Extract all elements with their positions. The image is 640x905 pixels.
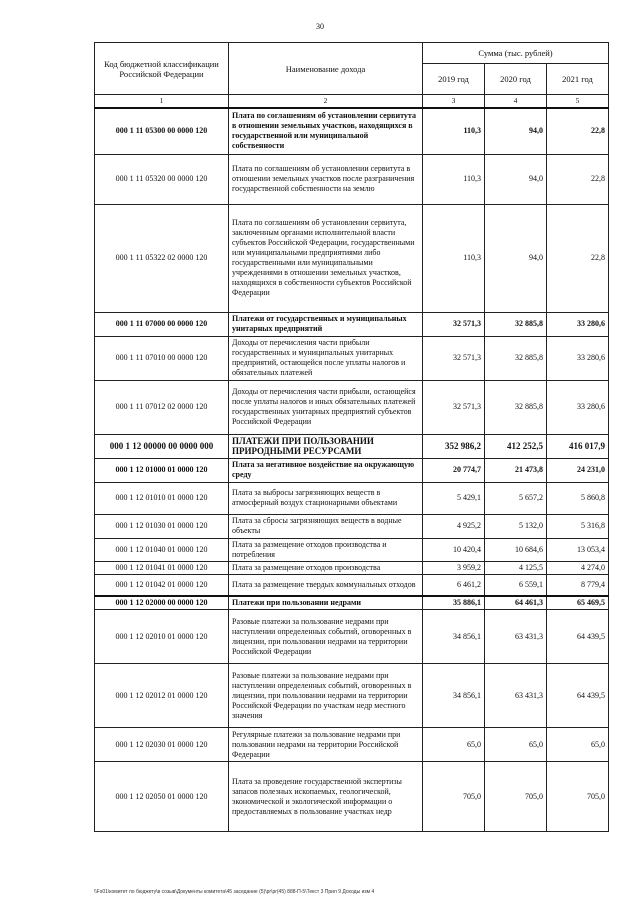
row-value-2021: 65,0 <box>547 728 609 762</box>
row-name: Доходы от перечисления части прибыли государственных и муниципальных унитарных предприятий, остающейся после уплаты налогов и обязательных платежей <box>229 336 423 380</box>
table-row <box>95 728 609 762</box>
table-row <box>95 762 609 832</box>
row-value-2019: 32 571,3 <box>423 336 485 380</box>
table-row <box>95 108 609 154</box>
row-value-2020: 32 885,8 <box>485 336 547 380</box>
page-number: 30 <box>316 22 324 31</box>
row-value-2021: 22,8 <box>547 108 609 154</box>
row-value-2021: 22,8 <box>547 204 609 312</box>
row-value-2020: 705,0 <box>485 762 547 832</box>
table-row <box>95 380 609 434</box>
row-value-2019: 705,0 <box>423 762 485 832</box>
row-code: 000 1 12 02010 01 0000 120 <box>95 610 229 664</box>
header-year-2020: 2020 год <box>485 64 547 95</box>
row-value-2021: 416 017,9 <box>547 434 609 458</box>
row-code: 000 1 11 05320 00 0000 120 <box>95 154 229 204</box>
table-row <box>95 154 609 204</box>
row-name: Плата за выбросы загрязняющих веществ в атмосферный воздух стационарными объектами <box>229 482 423 514</box>
row-name: Разовые платежи за пользование недрами при наступлении определенных событий, оговоренных в лицензии, при пользовании недрами на территории Российской Федерации по участкам недр местного значения <box>229 664 423 728</box>
row-value-2020: 32 885,8 <box>485 380 547 434</box>
header-name: Наименование дохода <box>229 43 423 95</box>
row-value-2021: 22,8 <box>547 154 609 204</box>
table-row <box>95 538 609 561</box>
row-value-2019: 5 429,1 <box>423 482 485 514</box>
row-code: 000 1 11 07010 00 0000 120 <box>95 336 229 380</box>
row-value-2020: 5 132,0 <box>485 514 547 538</box>
row-value-2021: 13 053,4 <box>547 538 609 561</box>
row-value-2020: 94,0 <box>485 108 547 154</box>
row-value-2020: 412 252,5 <box>485 434 547 458</box>
row-name: Разовые платежи за пользование недрами при наступлении определенных событий, оговоренных в лицензии, при пользовании недрами на территории Российской Федерации <box>229 610 423 664</box>
row-name: Плата за сбросы загрязняющих веществ в водные объекты <box>229 514 423 538</box>
row-code: 000 1 11 05300 00 0000 120 <box>95 108 229 154</box>
row-value-2020: 5 657,2 <box>485 482 547 514</box>
row-value-2019: 4 925,2 <box>423 514 485 538</box>
table-row <box>95 596 609 610</box>
row-value-2020: 10 684,6 <box>485 538 547 561</box>
header-code: Код бюджетной классификации Российской Федерации <box>95 43 229 95</box>
row-value-2019: 110,3 <box>423 108 485 154</box>
column-index: 4 <box>485 95 547 109</box>
row-name: Платежи от государственных и муниципальных унитарных предприятий <box>229 312 423 336</box>
row-code: 000 1 12 00000 00 0000 000 <box>95 434 229 458</box>
row-code: 000 1 12 01040 01 0000 120 <box>95 538 229 561</box>
row-code: 000 1 11 07000 00 0000 120 <box>95 312 229 336</box>
row-value-2021: 5 860,8 <box>547 482 609 514</box>
row-code: 000 1 12 01041 01 0000 120 <box>95 561 229 574</box>
row-name: Плата по соглашениям об установлении сервитута, заключенным органами исполнительной власти субъектов Российской Федерации, государственными или муниципальными предприятиями либо государственными или муниципальными учреждениями в отношении земельных участков, находящихся в собственности субъектов Российской Федерации <box>229 204 423 312</box>
row-code: 000 1 11 07012 02 0000 120 <box>95 380 229 434</box>
header-sum: Сумма (тыс. рублей) <box>423 43 609 64</box>
row-code: 000 1 12 02050 01 0000 120 <box>95 762 229 832</box>
column-index: 2 <box>229 95 423 109</box>
row-code: 000 1 12 01030 01 0000 120 <box>95 514 229 538</box>
column-index: 1 <box>95 95 229 109</box>
row-name: Плата за негативное воздействие на окружающую среду <box>229 458 423 482</box>
row-code: 000 1 12 02000 00 0000 120 <box>95 596 229 610</box>
row-value-2019: 352 986,2 <box>423 434 485 458</box>
row-value-2021: 5 316,8 <box>547 514 609 538</box>
table-row <box>95 514 609 538</box>
table-row <box>95 312 609 336</box>
row-name: Плата за проведение государственной экспертизы запасов полезных ископаемых, геологической, экономической и экологической информации о предоставляемых в пользование участках недр <box>229 762 423 832</box>
row-value-2021: 705,0 <box>547 762 609 832</box>
row-value-2021: 64 439,5 <box>547 610 609 664</box>
row-value-2021: 4 274,0 <box>547 561 609 574</box>
row-value-2020: 63 431,3 <box>485 664 547 728</box>
column-index: 5 <box>547 95 609 109</box>
table-row <box>95 458 609 482</box>
row-value-2021: 64 439,5 <box>547 664 609 728</box>
row-name: Плата по соглашениям об установлении сервитута в отношении земельных участков после разграничения государственной собственности на землю <box>229 154 423 204</box>
row-value-2019: 32 571,3 <box>423 312 485 336</box>
row-value-2019: 6 461,2 <box>423 574 485 596</box>
row-value-2021: 65 469,5 <box>547 596 609 610</box>
table-row <box>95 574 609 596</box>
row-code: 000 1 11 05322 02 0000 120 <box>95 204 229 312</box>
row-code: 000 1 12 02030 01 0000 120 <box>95 728 229 762</box>
row-name: Регулярные платежи за пользование недрами при пользовании недрами на территории Российской Федерации <box>229 728 423 762</box>
file-path-footer: \\Fs01\комитет по бюджету\в созыв\Документы комитета\45 заседание (5)\pr\pr(45) 888-П-5\Текст 3 Прил 9 Доходы изм 4 <box>94 889 375 895</box>
table-row <box>95 664 609 728</box>
row-code: 000 1 12 02012 01 0000 120 <box>95 664 229 728</box>
row-value-2019: 35 886,1 <box>423 596 485 610</box>
row-value-2020: 65,0 <box>485 728 547 762</box>
row-value-2020: 94,0 <box>485 204 547 312</box>
row-name: ПЛАТЕЖИ ПРИ ПОЛЬЗОВАНИИ ПРИРОДНЫМИ РЕСУРСАМИ <box>229 434 423 458</box>
row-value-2020: 21 473,8 <box>485 458 547 482</box>
row-code: 000 1 12 01010 01 0000 120 <box>95 482 229 514</box>
row-value-2021: 33 280,6 <box>547 336 609 380</box>
table-row <box>95 434 609 458</box>
row-value-2021: 33 280,6 <box>547 380 609 434</box>
row-value-2019: 10 420,4 <box>423 538 485 561</box>
row-name: Плата за размещение твердых коммунальных отходов <box>229 574 423 596</box>
row-name: Плата по соглашениям об установлении сервитута в отношении земельных участков, находящихся в государственной или муниципальной собственности <box>229 108 423 154</box>
table-row <box>95 610 609 664</box>
row-value-2020: 6 559,1 <box>485 574 547 596</box>
row-value-2019: 110,3 <box>423 154 485 204</box>
row-value-2021: 33 280,6 <box>547 312 609 336</box>
row-code: 000 1 12 01042 01 0000 120 <box>95 574 229 596</box>
row-value-2019: 20 774,7 <box>423 458 485 482</box>
row-value-2020: 32 885,8 <box>485 312 547 336</box>
table-row <box>95 561 609 574</box>
row-name: Платежи при пользовании недрами <box>229 596 423 610</box>
column-index: 3 <box>423 95 485 109</box>
row-value-2019: 110,3 <box>423 204 485 312</box>
row-value-2021: 8 779,4 <box>547 574 609 596</box>
row-value-2019: 3 959,2 <box>423 561 485 574</box>
table-row <box>95 336 609 380</box>
row-value-2021: 24 231,0 <box>547 458 609 482</box>
header-year-2021: 2021 год <box>547 64 609 95</box>
table-row <box>95 482 609 514</box>
header-year-2019: 2019 год <box>423 64 485 95</box>
row-name: Доходы от перечисления части прибыли, остающейся после уплаты налогов и иных обязательных платежей государственных унитарных предприятий субъектов Российской Федерации <box>229 380 423 434</box>
row-value-2020: 63 431,3 <box>485 610 547 664</box>
row-value-2019: 32 571,3 <box>423 380 485 434</box>
row-value-2020: 64 461,3 <box>485 596 547 610</box>
row-code: 000 1 12 01000 01 0000 120 <box>95 458 229 482</box>
row-value-2019: 65,0 <box>423 728 485 762</box>
row-value-2020: 94,0 <box>485 154 547 204</box>
row-value-2020: 4 125,5 <box>485 561 547 574</box>
table-row <box>95 204 609 312</box>
row-value-2019: 34 856,1 <box>423 664 485 728</box>
row-name: Плата за размещение отходов производства <box>229 561 423 574</box>
revenue-table <box>94 42 609 832</box>
row-value-2019: 34 856,1 <box>423 610 485 664</box>
row-name: Плата за размещение отходов производства и потребления <box>229 538 423 561</box>
